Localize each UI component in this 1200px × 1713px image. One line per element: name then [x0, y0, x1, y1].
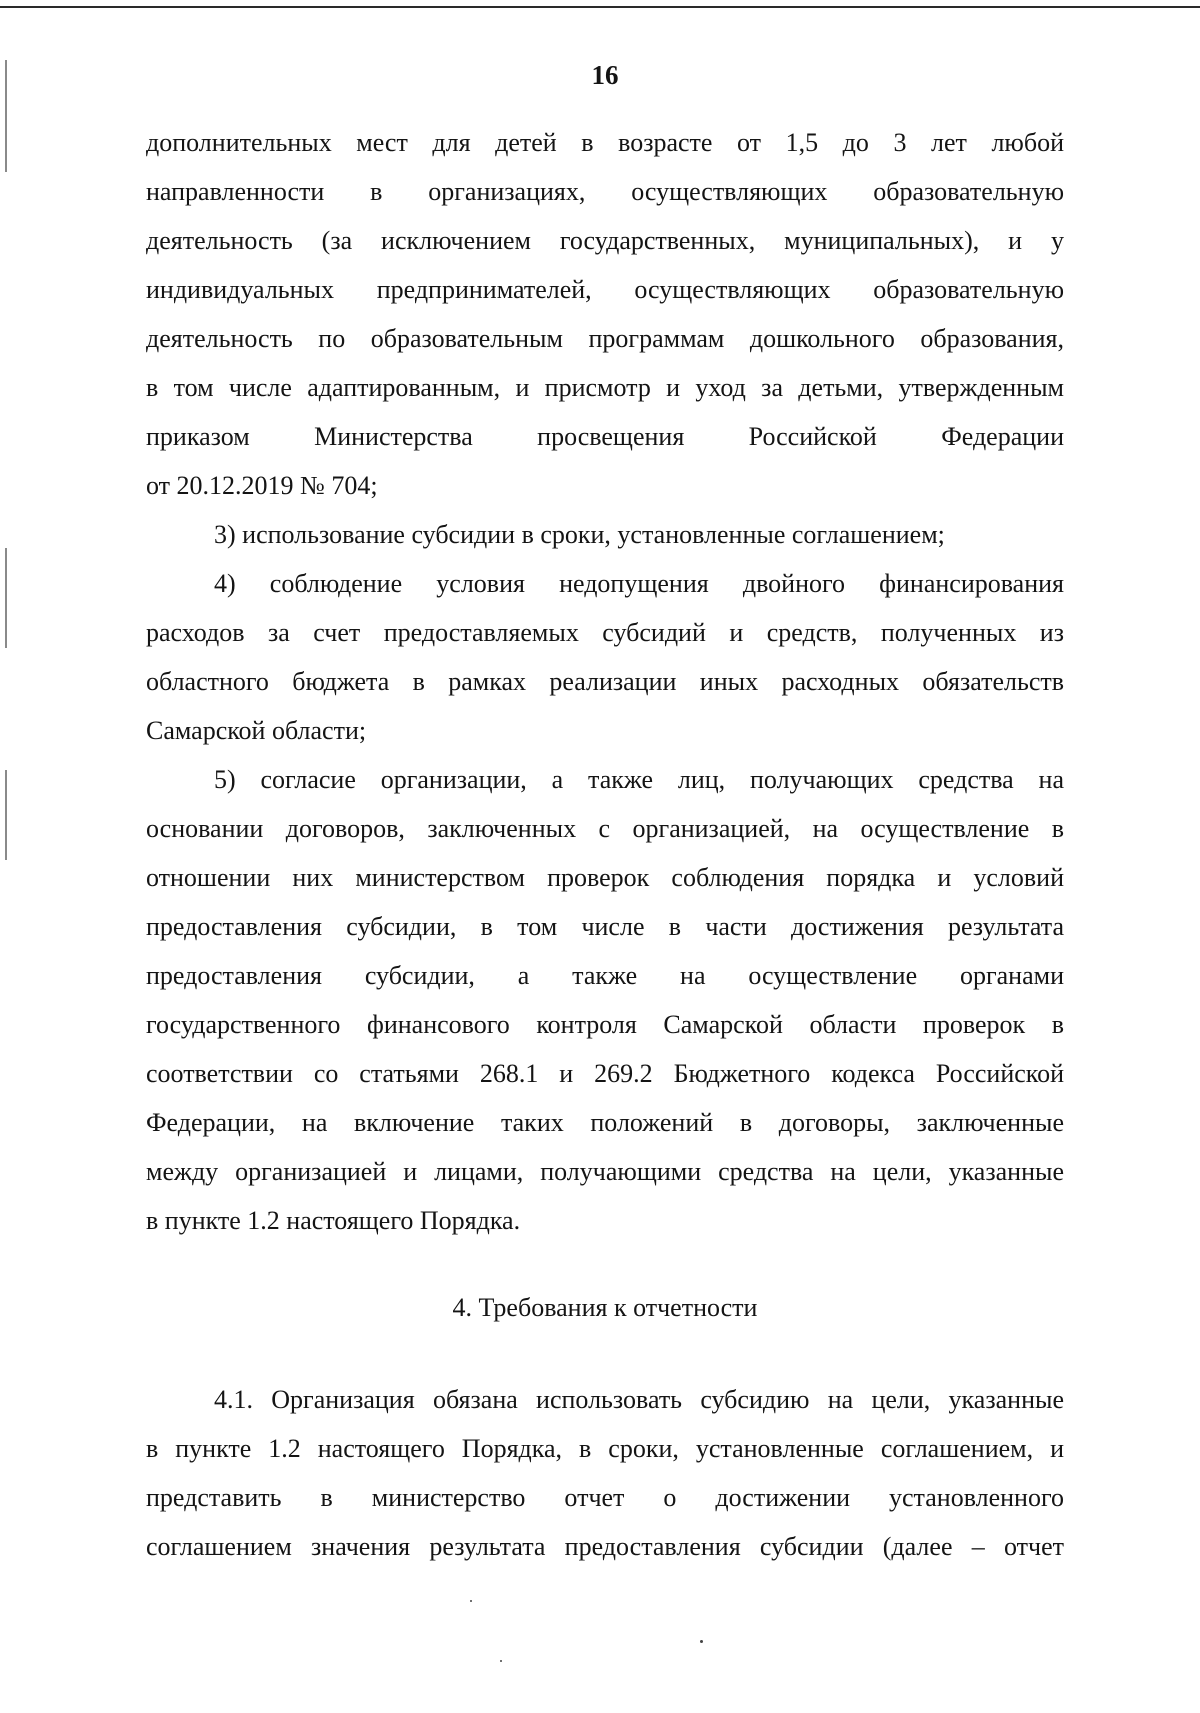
text-line: в пункте 1.2 настоящего Порядка.	[146, 1206, 521, 1235]
scan-edge-mark	[5, 770, 7, 860]
text-line: предоставления субсидии, в том числе в части достижения результата	[146, 912, 1064, 941]
text-line: от 20.12.2019 № 704;	[146, 471, 378, 500]
text-line: соглашением значения результата предоставления субсидии (далее – отчет	[146, 1532, 1064, 1561]
text-line: представить в министерство отчет о достижении установленного	[146, 1483, 1064, 1512]
text-line: дополнительных мест для детей в возрасте от 1,5 до 3 лет любой	[146, 128, 1064, 157]
text-line: Самарской области;	[146, 716, 367, 745]
page-number: 16	[591, 60, 619, 90]
scan-speck	[700, 1640, 703, 1643]
text-line: государственного финансового контроля Самарской области проверок в	[146, 1010, 1064, 1039]
item-3-line: 3) использование субсидии в сроки, установленные соглашением;	[214, 520, 945, 549]
text-line: соответствии со статьями 268.1 и 269.2 Бюджетного кодекса Российской	[146, 1059, 1064, 1088]
scan-edge-mark	[5, 548, 7, 648]
text-line: приказом Министерства просвещения Российской Федерации	[146, 422, 1064, 451]
text-line: предоставления субсидии, а также на осуществление органами	[146, 961, 1064, 990]
text-line: индивидуальных предпринимателей, осуществляющих образовательную	[146, 275, 1064, 304]
item-4-line: 4) соблюдение условия недопущения двойного финансирования	[214, 569, 1064, 598]
section-heading: 4. Требования к отчетности	[452, 1293, 758, 1322]
text-line: расходов за счет предоставляемых субсидий и средств, полученных из	[146, 618, 1064, 647]
scan-speck	[470, 1600, 472, 1602]
scan-speck	[500, 1660, 502, 1662]
body-text-continuation	[146, 118, 1064, 1245]
text-line: областного бюджета в рамках реализации иных расходных обязательств	[146, 667, 1064, 696]
paragraph-4-1-line: 4.1. Организация обязана использовать субсидию на цели, указанные	[214, 1385, 1064, 1414]
text-line: в том числе адаптированным, и присмотр и уход за детьми, утвержденным	[146, 373, 1064, 402]
text-line: между организацией и лицами, получающими средства на цели, указанные	[146, 1157, 1064, 1186]
section-body-text	[146, 1375, 1064, 1571]
item-5-line: 5) согласие организации, а также лиц, получающих средства на	[214, 765, 1064, 794]
text-line: деятельность (за исключением государственных, муниципальных), и у	[146, 226, 1064, 255]
text-line: Федерации, на включение таких положений в договоры, заключенные	[146, 1108, 1064, 1137]
text-line: деятельность по образовательным программам дошкольного образования,	[146, 324, 1064, 353]
scan-top-border	[0, 6, 1200, 8]
text-line: основании договоров, заключенных с организацией, на осуществление в	[146, 814, 1064, 843]
text-line: отношении них министерством проверок соблюдения порядка и условий	[146, 863, 1064, 892]
text-line: направленности в организациях, осуществляющих образовательную	[146, 177, 1064, 206]
text-line: в пункте 1.2 настоящего Порядка, в сроки, установленные соглашением, и	[146, 1434, 1064, 1463]
